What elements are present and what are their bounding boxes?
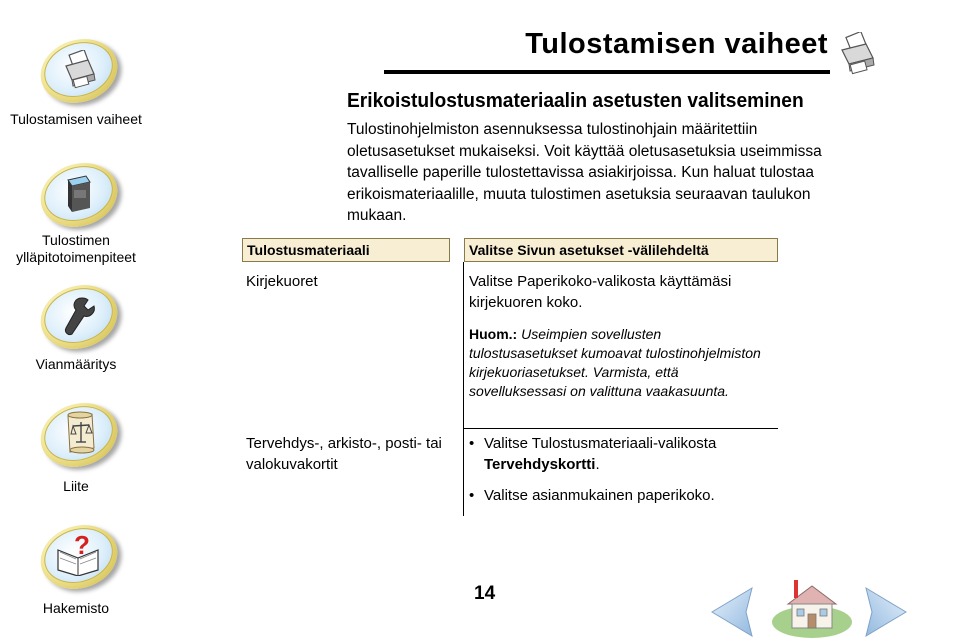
sidebar-item-label: Tulostamisen vaiheet bbox=[10, 111, 142, 127]
note-text: Useimpien sovellusten tulostusasetukset kumoavat tulostinohjelmiston kirjekuoriasetukset. Varmista, että sovelluksessasi on valittuna vaakasuunta. bbox=[469, 326, 761, 399]
bullet-text-before: Valitse Tulostusmateriaali-valikosta bbox=[484, 435, 717, 452]
sidebar-item-label: Tulostimen ylläpitotoimenpiteet bbox=[16, 232, 136, 265]
table-cell-instruction: Valitse Paperikoko-valikosta käyttämäsi kirjekuoren koko. bbox=[469, 273, 732, 311]
sidebar-nav bbox=[0, 0, 160, 642]
home-icon[interactable] bbox=[768, 570, 854, 642]
page-title: Tulostamisen vaiheet bbox=[525, 28, 828, 60]
scroll-scales-icon bbox=[58, 410, 102, 456]
cartridge-icon bbox=[64, 172, 94, 214]
sidebar-item-liite[interactable] bbox=[0, 400, 150, 500]
table-cell-material: Tervehdys-, arkisto-, posti- tai valokuvakortit bbox=[246, 435, 442, 473]
table-header-settings: Valitse Sivun asetukset -välilehdeltä bbox=[464, 238, 778, 262]
book-question-icon bbox=[54, 532, 104, 576]
bullet-text: Valitse asianmukainen paperikoko. bbox=[484, 487, 715, 504]
sidebar-item-tulostamisen-vaiheet[interactable] bbox=[0, 36, 150, 136]
sidebar-item-label: Hakemisto bbox=[42, 600, 110, 616]
section-heading: Erikoistulostusmateriaalin asetusten valitseminen bbox=[347, 90, 804, 112]
title-rule bbox=[384, 70, 830, 74]
intro-paragraph: Tulostinohjelmiston asennuksessa tulostinohjain määritettiin oletusasetukset mukaiseksi. Voit käyttää oletusasetuksia useimmissa tavalliselle paperille tulostettavissa asiakirjoissa. Kun haluat tulostaa erikoismateriaalille, muuta tulostimen asetuksia seuraavan taulukon mukaan. bbox=[347, 121, 822, 224]
bullet-text bbox=[484, 433, 774, 475]
bullet-glyph: • bbox=[469, 435, 475, 452]
sidebar-item-label: Liite bbox=[63, 478, 89, 494]
bullet-text-after: . bbox=[595, 456, 600, 473]
sidebar-item-vianmaaritys[interactable] bbox=[0, 282, 150, 382]
page-number: 14 bbox=[474, 583, 496, 604]
back-arrow-icon[interactable] bbox=[706, 584, 758, 640]
bullet-glyph: • bbox=[469, 487, 475, 504]
printer-icon bbox=[838, 32, 878, 78]
wrench-icon bbox=[60, 294, 100, 338]
printer-icon bbox=[62, 50, 98, 90]
sidebar-item-hakemisto[interactable] bbox=[0, 520, 150, 620]
table-row-divider bbox=[464, 428, 778, 429]
note-label: Huom.: bbox=[469, 326, 518, 342]
forward-arrow-icon[interactable] bbox=[860, 584, 912, 640]
svg-text:?: ? bbox=[74, 532, 90, 560]
table-note bbox=[469, 325, 769, 401]
sidebar-item-label: Vianmääritys bbox=[35, 356, 117, 372]
sidebar-item-tulostimen-yllapitotoimenpiteet[interactable] bbox=[0, 158, 150, 270]
table-column-divider bbox=[463, 262, 464, 516]
bullet-text-bold: Tervehdyskortti bbox=[484, 456, 596, 473]
table-header-material: Tulostusmateriaali bbox=[242, 238, 450, 262]
table-cell-material: Kirjekuoret bbox=[246, 273, 318, 290]
